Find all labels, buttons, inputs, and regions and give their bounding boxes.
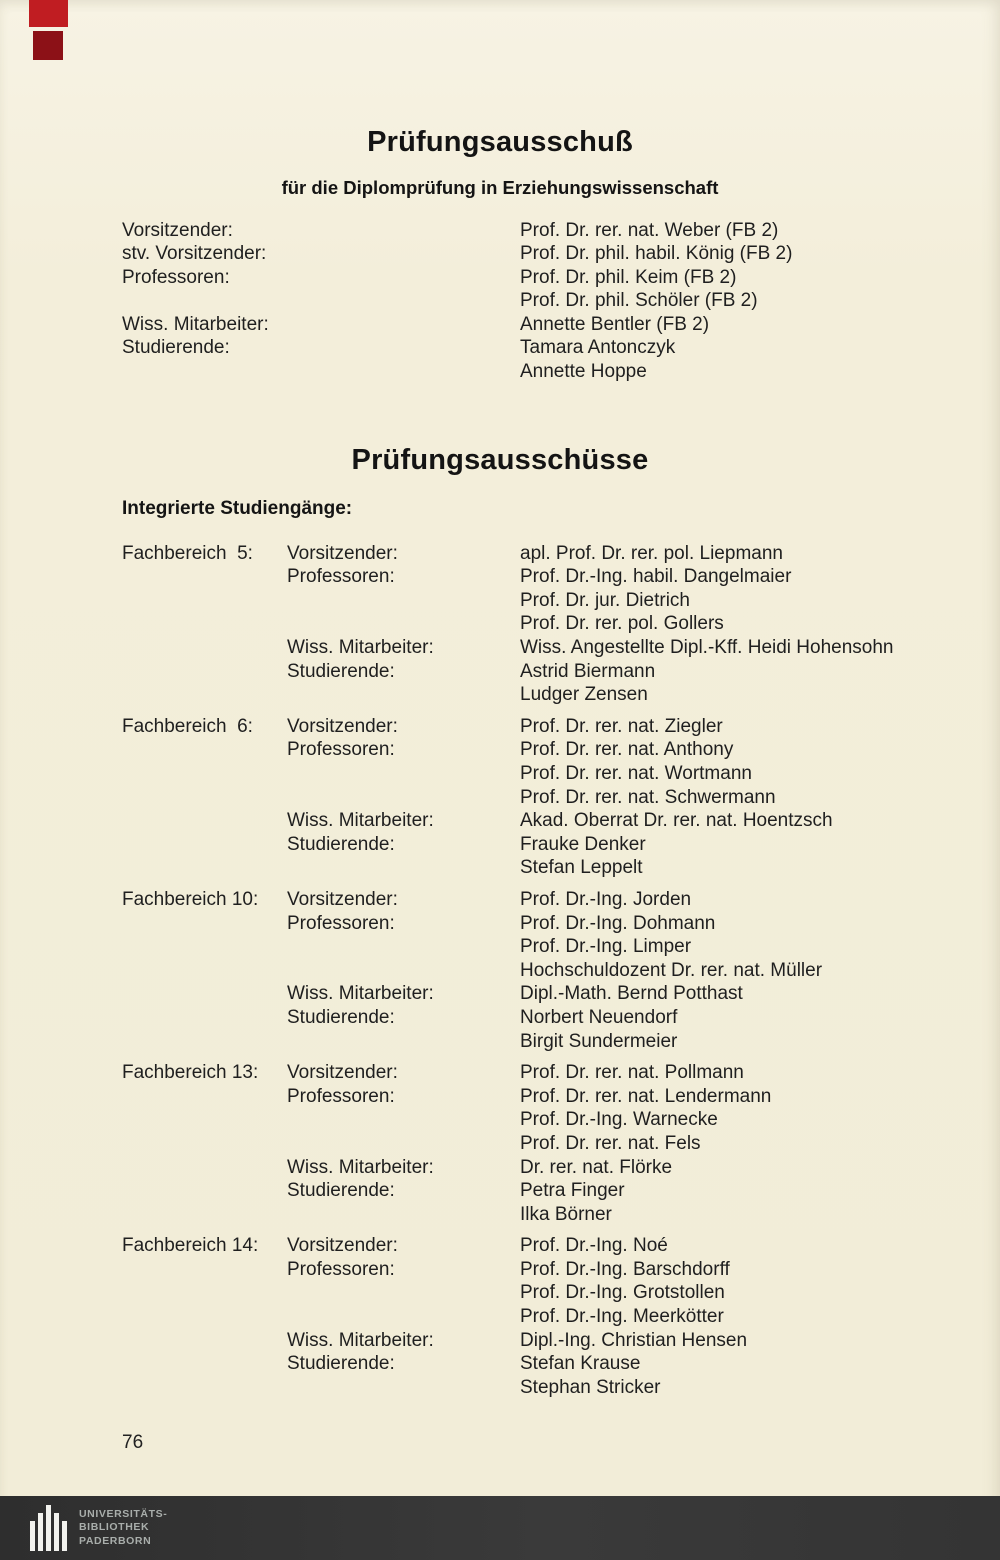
role-values bbox=[520, 1156, 970, 1180]
role-label: Wiss. Mitarbeiter: bbox=[287, 1329, 434, 1351]
person-name: Norbert Neuendorf bbox=[520, 1006, 678, 1028]
person-name: Prof. Dr.-Ing. Grotstollen bbox=[520, 1282, 725, 1304]
logo-bar bbox=[46, 1505, 51, 1551]
role-label: Vorsitzender: bbox=[287, 1062, 398, 1084]
role-values bbox=[520, 266, 960, 313]
person-name: Annette Hoppe bbox=[520, 361, 647, 383]
person-name: Stefan Leppelt bbox=[520, 857, 643, 879]
department-row bbox=[287, 1061, 970, 1085]
person-name: Dr. rer. nat. Flörke bbox=[520, 1156, 673, 1178]
person-name: Wiss. Angestellte Dipl.-Kff. Heidi Hohensohn bbox=[520, 637, 894, 659]
department-name: Fachbereich 5: bbox=[122, 542, 253, 564]
role-label: Studierende: bbox=[287, 1006, 395, 1028]
department-name: Fachbereich 10: bbox=[122, 888, 259, 910]
role-label: Studierende: bbox=[287, 660, 395, 682]
page-number: 76 bbox=[122, 1432, 144, 1453]
person-name: Prof. Dr. phil. Schöler (FB 2) bbox=[520, 290, 758, 312]
role-values bbox=[520, 1234, 970, 1258]
person-name: Tamara Antonczyk bbox=[520, 337, 676, 359]
department-block bbox=[122, 888, 970, 1053]
committee-row bbox=[122, 336, 960, 383]
role-values bbox=[520, 738, 970, 809]
person-name: Dipl.-Ing. Christian Hensen bbox=[520, 1329, 748, 1351]
person-name: Prof. Dr.-Ing. Warnecke bbox=[520, 1109, 718, 1131]
department-row bbox=[287, 1179, 970, 1226]
role-values bbox=[520, 242, 960, 266]
department-row bbox=[287, 565, 970, 636]
person-name: Prof. Dr.-Ing. Meerkötter bbox=[520, 1306, 724, 1328]
department-rows bbox=[287, 1061, 970, 1226]
role-values bbox=[520, 636, 970, 660]
department-name: Fachbereich 14: bbox=[122, 1235, 259, 1257]
department-rows bbox=[287, 1234, 970, 1399]
department-row bbox=[287, 1234, 970, 1258]
department-row bbox=[287, 1085, 970, 1156]
role-label: Vorsitzender: bbox=[287, 542, 398, 564]
person-name: Prof. Dr. rer. nat. Wortmann bbox=[520, 763, 752, 784]
department-row bbox=[287, 1156, 970, 1180]
role-label: Professoren: bbox=[287, 566, 395, 588]
role-values bbox=[520, 219, 960, 243]
role-values bbox=[520, 313, 960, 337]
library-name-line: BIBLIOTHEK bbox=[79, 1521, 150, 1534]
department-rows bbox=[287, 715, 970, 880]
role-values bbox=[520, 336, 960, 383]
department-block bbox=[122, 715, 970, 880]
role-label: Wiss. Mitarbeiter: bbox=[287, 810, 434, 832]
role-label: Vorsitzender: bbox=[287, 1235, 398, 1257]
person-name: apl. Prof. Dr. rer. pol. Liepmann bbox=[520, 542, 783, 564]
committee-row bbox=[122, 242, 960, 266]
committee-row bbox=[122, 219, 960, 243]
role-label: Wiss. Mitarbeiter: bbox=[287, 1156, 434, 1178]
department-row bbox=[287, 982, 970, 1006]
person-name: Prof. Dr. rer. nat. Lendermann bbox=[520, 1085, 772, 1107]
role-label: Professoren: bbox=[287, 1258, 395, 1280]
department-row bbox=[287, 809, 970, 833]
role-label: Professoren: bbox=[287, 912, 395, 934]
department-row bbox=[287, 1006, 970, 1053]
department-block bbox=[122, 1061, 970, 1226]
department-rows bbox=[287, 888, 970, 1053]
role-label: Vorsitzender: bbox=[122, 219, 233, 241]
red-corner-mark-top bbox=[29, 0, 68, 27]
person-name: Prof. Dr. rer. nat. Schwermann bbox=[520, 786, 776, 808]
role-label: Vorsitzender: bbox=[287, 715, 398, 737]
person-name: Prof. Dr. rer. nat. Weber (FB 2) bbox=[520, 219, 779, 241]
role-label: Professoren: bbox=[287, 739, 395, 761]
role-label: Studierende: bbox=[287, 1353, 395, 1375]
logo-bar bbox=[38, 1513, 43, 1551]
person-name: Ilka Börner bbox=[520, 1203, 612, 1225]
role-values bbox=[520, 1006, 970, 1053]
role-label: Studierende: bbox=[122, 337, 230, 359]
role-label: Wiss. Mitarbeiter: bbox=[287, 637, 434, 659]
logo-bar bbox=[30, 1521, 35, 1551]
role-values bbox=[520, 660, 970, 707]
committee-row bbox=[122, 313, 960, 337]
person-name: Prof. Dr.-Ing. Noé bbox=[520, 1235, 668, 1257]
committees-title: Prüfungsausschüsse bbox=[351, 443, 649, 476]
person-name: Frauke Denker bbox=[520, 833, 646, 855]
person-name: Prof. Dr. jur. Dietrich bbox=[520, 589, 690, 611]
role-label: Wiss. Mitarbeiter: bbox=[122, 313, 269, 335]
section-heading: Integrierte Studiengänge: bbox=[122, 497, 353, 519]
logo-bar bbox=[54, 1513, 59, 1551]
department-block bbox=[122, 542, 970, 707]
library-logo-icon bbox=[30, 1505, 67, 1551]
department-rows bbox=[287, 542, 970, 707]
library-name bbox=[79, 1508, 167, 1549]
person-name: Hochschuldozent Dr. rer. nat. Müller bbox=[520, 959, 823, 981]
department-row bbox=[287, 1329, 970, 1353]
role-values bbox=[520, 565, 970, 636]
committee-title: Prüfungsausschuß bbox=[367, 126, 633, 158]
department-row bbox=[287, 833, 970, 880]
person-name: Dipl.-Math. Bernd Potthast bbox=[520, 983, 743, 1005]
department-block bbox=[122, 1234, 970, 1399]
library-footer-bar bbox=[0, 1496, 1000, 1560]
department-row bbox=[287, 636, 970, 660]
department-row bbox=[287, 888, 970, 912]
person-name: Stefan Krause bbox=[520, 1353, 641, 1375]
library-name-line: PADERBORN bbox=[79, 1534, 152, 1547]
person-name: Petra Finger bbox=[520, 1180, 625, 1202]
person-name: Stephan Stricker bbox=[520, 1376, 661, 1398]
committee-member-list bbox=[0, 219, 1000, 384]
person-name: Astrid Biermann bbox=[520, 660, 656, 682]
person-name: Prof. Dr. rer. nat. Ziegler bbox=[520, 715, 723, 737]
role-values bbox=[520, 912, 970, 983]
person-name: Prof. Dr.-Ing. Dohmann bbox=[520, 912, 716, 934]
department-row bbox=[287, 715, 970, 739]
department-row bbox=[287, 1352, 970, 1399]
role-values bbox=[520, 542, 970, 566]
role-values bbox=[520, 1352, 970, 1399]
role-values bbox=[520, 982, 970, 1006]
person-name: Prof. Dr. rer. nat. Fels bbox=[520, 1132, 701, 1154]
person-name: Prof. Dr. phil. habil. König (FB 2) bbox=[520, 243, 793, 265]
department-row bbox=[287, 660, 970, 707]
role-values bbox=[520, 1258, 970, 1329]
role-label: Professoren: bbox=[122, 266, 230, 288]
role-label: Wiss. Mitarbeiter: bbox=[287, 983, 434, 1005]
person-name: Prof. Dr. rer. nat. Pollmann bbox=[520, 1062, 744, 1084]
role-label: Vorsitzender: bbox=[287, 888, 398, 910]
department-row bbox=[287, 542, 970, 566]
role-values bbox=[520, 809, 970, 833]
department-row bbox=[287, 738, 970, 809]
person-name: Prof. Dr. phil. Keim (FB 2) bbox=[520, 266, 737, 288]
department-name: Fachbereich 6: bbox=[122, 715, 253, 737]
department-row bbox=[287, 1258, 970, 1329]
person-name: Prof. Dr. rer. pol. Gollers bbox=[520, 613, 724, 635]
person-name: Prof. Dr.-Ing. Barschdorff bbox=[520, 1258, 730, 1280]
department-row bbox=[287, 912, 970, 983]
role-values bbox=[520, 1085, 970, 1156]
department-list bbox=[0, 542, 1000, 1400]
person-name: Prof. Dr.-Ing. Limper bbox=[520, 936, 692, 958]
library-name-line: UNIVERSITÄTS- bbox=[79, 1507, 168, 1520]
role-values bbox=[520, 1329, 970, 1353]
person-name: Akad. Oberrat Dr. rer. nat. Hoentzsch bbox=[520, 810, 833, 832]
role-values bbox=[520, 1179, 970, 1226]
role-label: Professoren: bbox=[287, 1085, 395, 1107]
department-name: Fachbereich 13: bbox=[122, 1062, 259, 1084]
role-values bbox=[520, 1061, 970, 1085]
person-name: Prof. Dr. rer. nat. Anthony bbox=[520, 739, 734, 761]
role-label: stv. Vorsitzender: bbox=[122, 243, 267, 265]
person-name: Annette Bentler (FB 2) bbox=[520, 313, 710, 335]
person-name: Ludger Zensen bbox=[520, 684, 648, 706]
committee-subtitle: für die Diplomprüfung in Erziehungswissenschaft bbox=[281, 177, 719, 198]
person-name: Prof. Dr.-Ing. Jorden bbox=[520, 888, 692, 910]
committee-row bbox=[122, 266, 960, 313]
role-values bbox=[520, 833, 970, 880]
red-corner-mark-bottom bbox=[33, 31, 63, 60]
role-values bbox=[520, 715, 970, 739]
role-label: Studierende: bbox=[287, 833, 395, 855]
role-values bbox=[520, 888, 970, 912]
logo-bar bbox=[62, 1521, 67, 1551]
person-name: Prof. Dr.-Ing. habil. Dangelmaier bbox=[520, 566, 792, 588]
role-label: Studierende: bbox=[287, 1180, 395, 1202]
person-name: Birgit Sundermeier bbox=[520, 1030, 678, 1052]
